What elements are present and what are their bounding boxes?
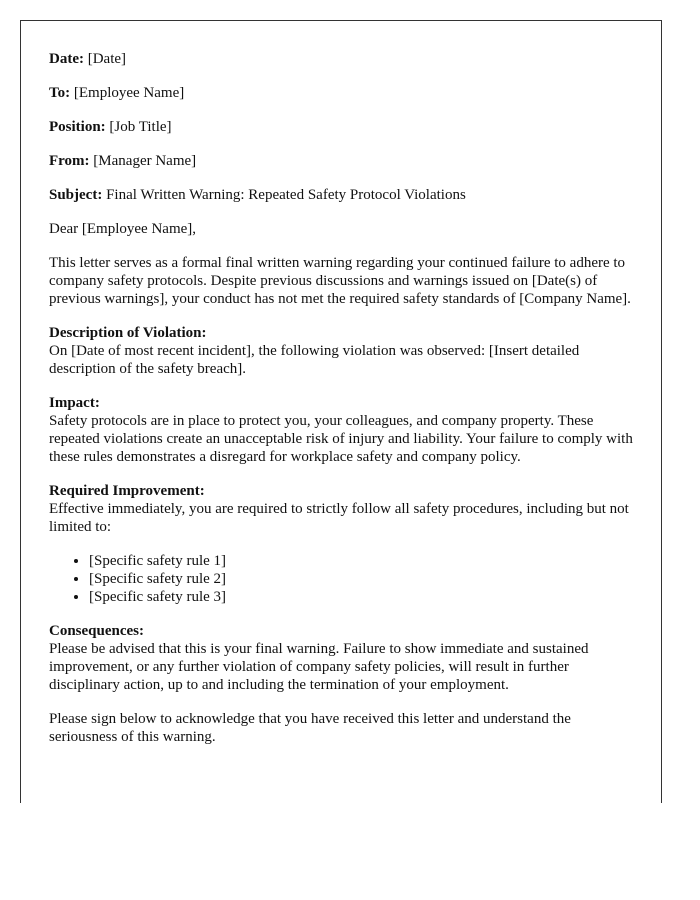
consequences-section (49, 622, 633, 694)
subject-line: Subject: Final Written Warning: Repeated Safety Protocol Violations (49, 187, 466, 203)
closing-paragraph: Please sign below to acknowledge that you have received this letter and understand the seriousness of this warning. (49, 711, 571, 745)
section-text: Please be advised that this is your final warning. Failure to show immediate and sustained improvement, or any further violation of company safety policies, will result in further disciplinary action, up to and including the termination of your employment. (49, 641, 589, 693)
to-line: To: [Employee Name] (49, 85, 185, 101)
salutation: Dear [Employee Name], (49, 221, 197, 237)
section-heading: Required Improvement: (49, 483, 205, 499)
section-heading: Impact: (49, 395, 100, 411)
description-section (49, 324, 633, 378)
section-text: Effective immediately, you are required to strictly follow all safety procedures, including but not limited to: (49, 501, 629, 535)
safety-rules-list (49, 552, 633, 606)
date-line: Date: [Date] (49, 51, 127, 67)
section-text: Safety protocols are in place to protect you, your colleagues, and company property. These repeated violations create an unacceptable risk of injury and liability. Your failure to comply with these rules demonstrates a disregard for workplace safety and company policy. (49, 413, 633, 465)
list-item: • [Specific safety rule 3] (89, 588, 633, 606)
letter (20, 20, 662, 803)
impact-section (49, 394, 633, 466)
section-text: On [Date of most recent incident], the following violation was observed: [Insert detailed description of the safety breach]. (49, 343, 580, 377)
intro-paragraph: This letter serves as a formal final written warning regarding your continued failure to adhere to company safety protocols. Despite previous discussions and warnings issued on [Date(s) of previous warnings], your conduct has not met the required safety standards of [Company Name]. (49, 255, 631, 307)
improvement-section (49, 482, 633, 536)
section-heading: Consequences: (49, 623, 145, 639)
position-line: Position: [Job Title] (49, 119, 172, 135)
from-line: From: [Manager Name] (49, 153, 197, 169)
section-heading: Description of Violation: (49, 325, 207, 341)
list-item: • [Specific safety rule 2] (89, 570, 633, 588)
list-item: • [Specific safety rule 1] (89, 552, 633, 570)
